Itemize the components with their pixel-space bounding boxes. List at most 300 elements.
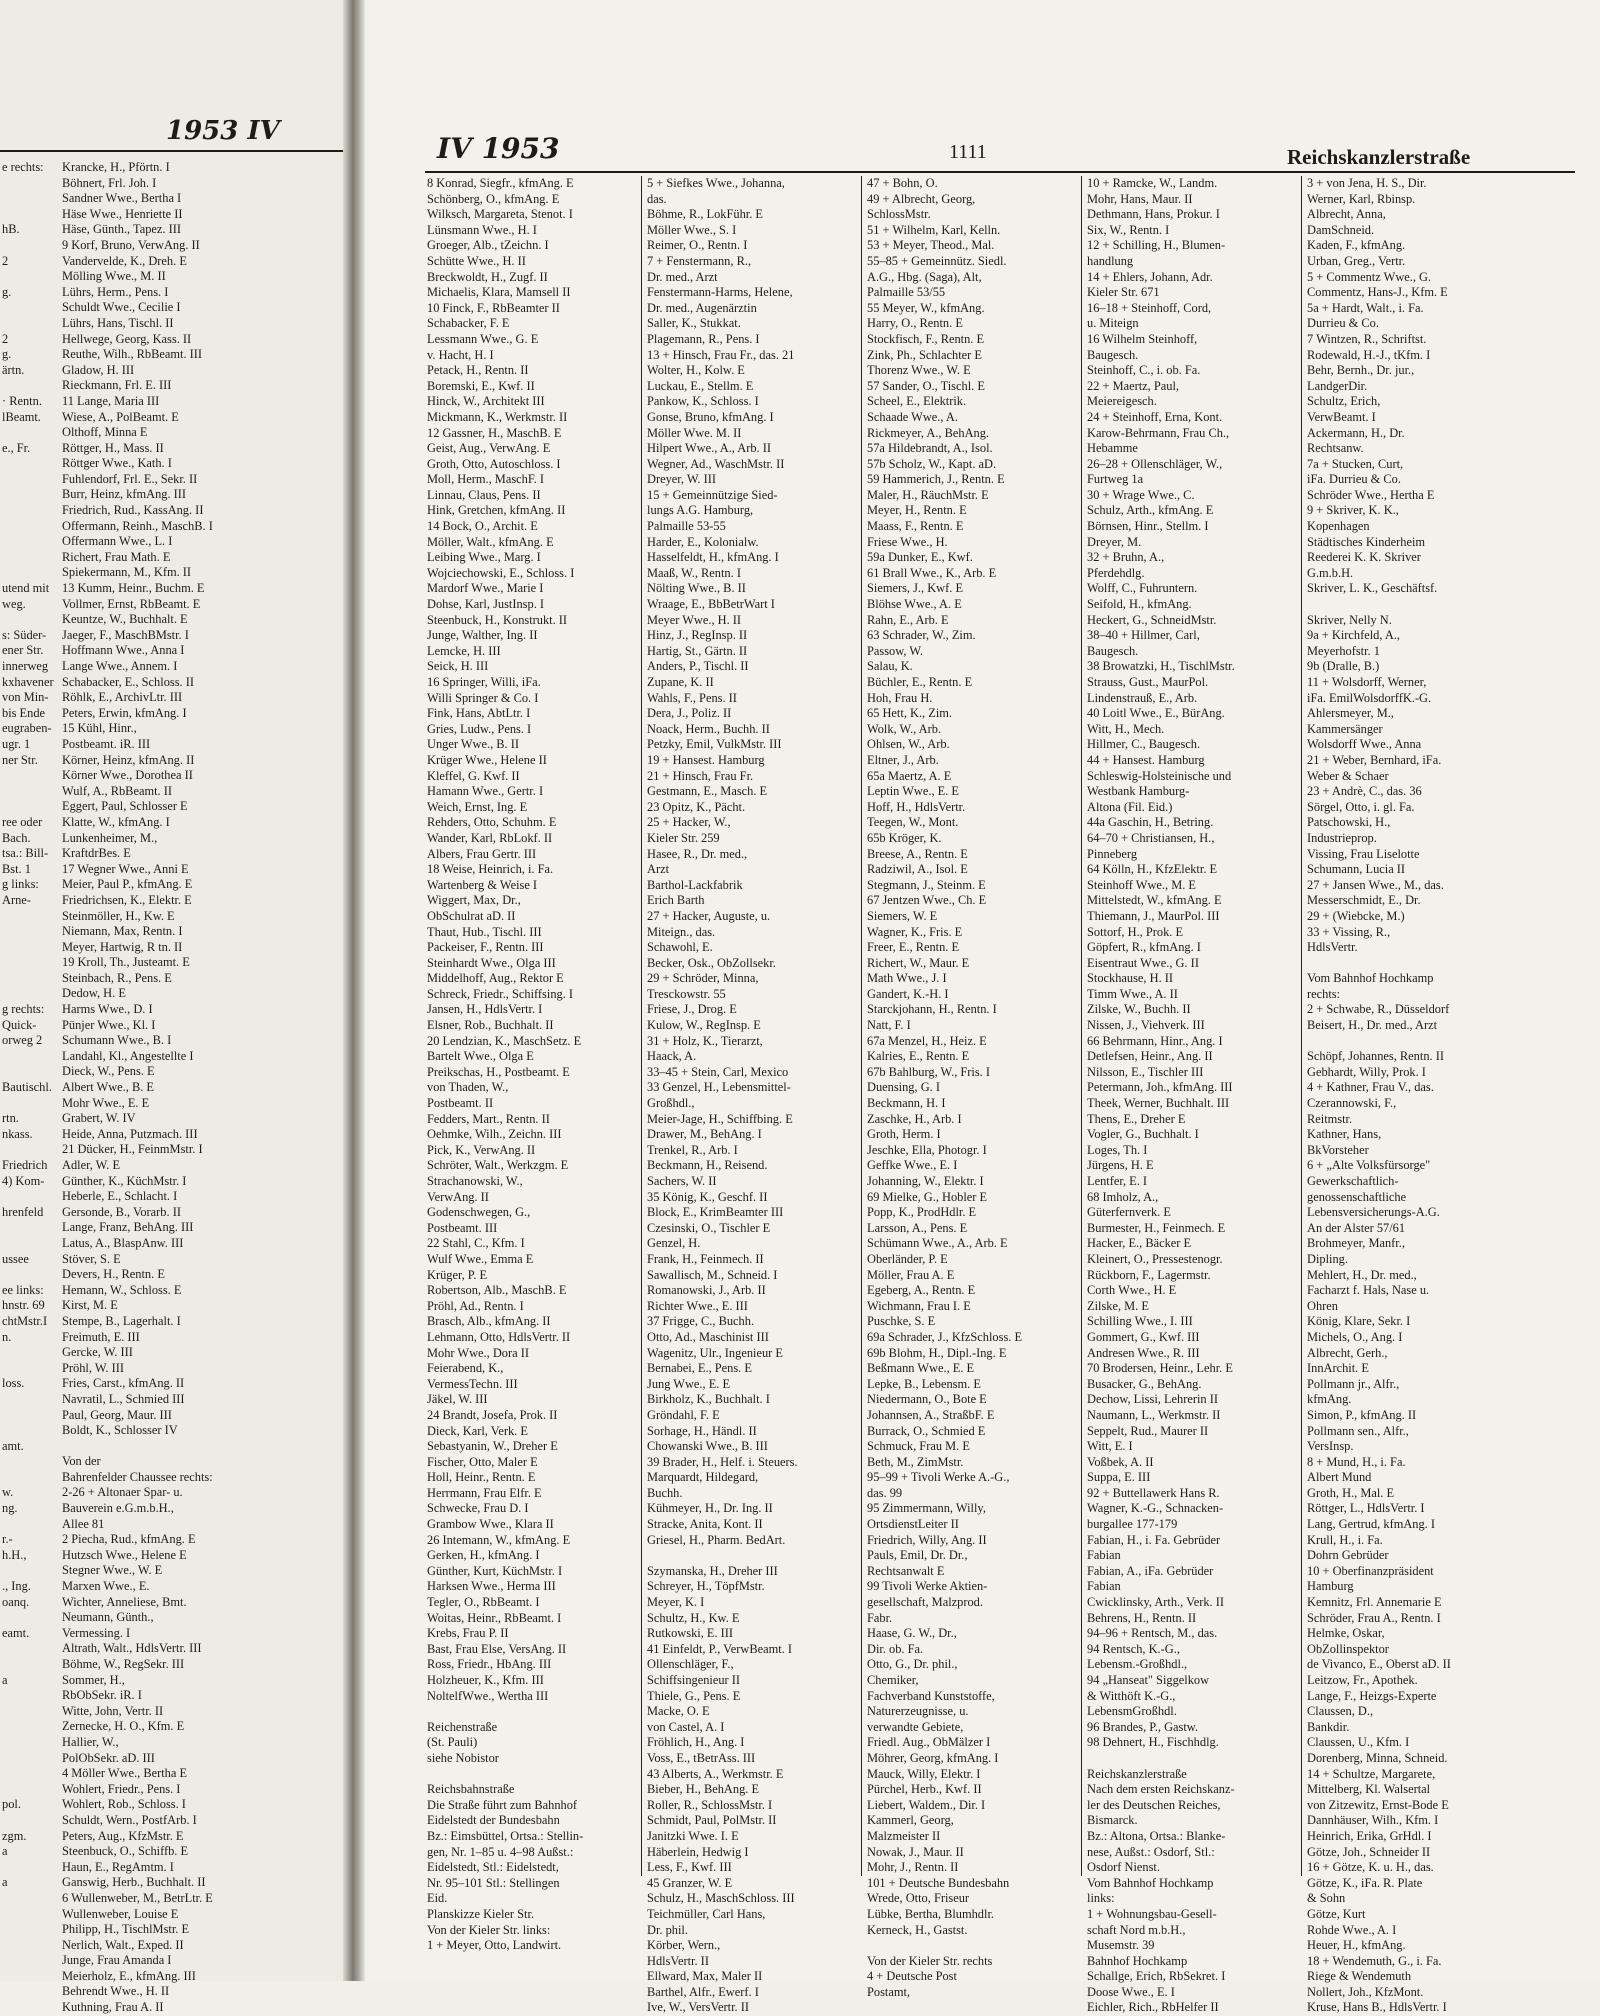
cut-entry-line: zgm. [2,1828,27,1843]
cut-entry-line [2,955,60,971]
directory-entry-line: Wolter, H., Kolw. E [647,363,745,378]
directory-entry-line: Ohren [1307,1298,1338,1313]
directory-entry-line: Wolff, C., Fuhruntern. [1087,581,1198,596]
directory-entry-line: Schabacker, E., Schloss. II [62,674,194,689]
directory-entry-line: Olthoff, Minna E [62,425,148,440]
directory-entry-line: 16–18 + Steinhoff, Cord, [1087,300,1212,315]
cut-entry-line: Bautischl. [2,1080,52,1095]
directory-entry-line: LandgerDir. [1307,378,1368,393]
directory-entry-line: Dipling. [1307,1251,1348,1266]
directory-entry-line: Lessmann Wwe., G. E [427,331,539,346]
directory-entry-line: Schultz, Erich, [1307,394,1381,409]
directory-entry-line: Röttger, L., HdlsVertr. I [1307,1501,1425,1516]
directory-entry-line: Vermessing. I [62,1625,131,1640]
directory-entry-line: Baugesch. [1087,347,1139,362]
directory-entry-line: Starckjohann, H., Rentn. I [867,1002,997,1017]
cut-entry-line: w. [2,1485,14,1500]
directory-entry-line: Hallier, W., [62,1734,119,1749]
directory-entry-line: Spiekermann, M., Kfm. II [62,565,192,580]
directory-entry-line: Behrendt Wwe., H. II [62,1984,170,1999]
directory-entry-line: Körber, Wern., [647,1938,721,1953]
directory-entry-line: Sörgel, Otto, i. gl. Fa. [1307,799,1415,814]
directory-entry-line: Witt, H., Mech. [1087,721,1165,736]
directory-entry-line: Preikschas, H., Postbeamt. E [427,1064,570,1079]
directory-entry-line: Ganswig, Herb., Buchhalt. II [62,1875,206,1890]
directory-entry-line: Stöver, S. E [62,1251,121,1266]
directory-entry-line: Suppa, E. III [1087,1470,1151,1485]
directory-entry-line: Behrens, H., Rentn. II [1087,1610,1197,1625]
directory-entry-line: 14 + Ehlers, Johann, Adr. [1087,269,1213,284]
directory-entry-line: 44a Gaschin, H., Betring. [1087,815,1214,830]
directory-entry-line: Johanning, W., Elektr. I [867,1174,984,1188]
directory-entry-line: An der Alster 57/61 [1307,1220,1406,1235]
directory-entry-line: Niemann, Max, Rentn. I [62,924,183,939]
directory-entry-line: Sandner Wwe., Bertha I [62,191,182,206]
directory-entry-line: 21 + Hinsch, Frau Fr. [647,768,754,783]
directory-entry-line: Barthel, Alfr., Ewerf. I [647,1984,759,1999]
directory-entry-line: Dr. med., Augenärztin [647,300,757,315]
directory-entry-line: 57 Sander, O., Tischl. E [867,378,985,393]
directory-entry-line: Zink, Ph., Schlachter E [867,347,982,362]
directory-entry-line: Rutkowski, E. III [647,1626,734,1641]
directory-entry-line: Albert Wwe., B. E [62,1080,154,1095]
directory-entry-line: Maaß, W., Rentn. I [647,565,741,580]
directory-entry-line: Egeberg, A., Rentn. E [867,1283,976,1298]
directory-entry-line: Schabacker, F. E [427,316,510,331]
directory-entry-line: Romanowski, J., Arb. II [647,1283,766,1298]
directory-entry-line: Radziwil, A., Isol. E [867,862,968,877]
directory-entry-line: Kopenhagen [1307,519,1370,534]
directory-entry-line: das. 99 [867,1485,903,1500]
directory-entry-line: Hink, Gretchen, kfmAng. II [427,503,566,518]
directory-entry-line: Wichter, Anneliese, Bmt. [62,1594,187,1609]
cut-entry-line [2,768,60,784]
directory-entry-line: Boremski, E., Kwf. II [427,378,535,393]
directory-entry-line: Lehmann, Otto, HdlsVertr. II [427,1329,571,1344]
cut-entry-line: kxhavener [2,674,54,689]
directory-entry-line: Mittelstedt, W., kfmAng. E [1087,893,1222,908]
cut-entry-line: orweg 2 [2,1033,43,1048]
directory-entry-line: Fabr. [867,1610,893,1625]
directory-entry-line: VerwBeamt. I [1307,409,1376,424]
directory-entry-line: Maass, F., Rentn. E [867,519,964,534]
directory-entry-line: G.m.b.H. [1307,565,1354,580]
directory-entry-line: Bz.: Eimsbüttel, Ortsa.: Stellin- [427,1828,584,1843]
directory-entry-line: 12 + Schilling, H., Blumen- [1087,238,1226,253]
directory-entry-line: Dethmann, Hans, Prokur. I [1087,207,1220,222]
directory-entry-line: Fabian, A., iFa. Gebrüder [1087,1563,1214,1578]
directory-entry-line: burgallee 177-179 [1087,1517,1178,1532]
directory-entry-line: Zilske, M. E [1087,1298,1149,1313]
cut-entry-line [2,1766,60,1782]
directory-entry-line: Strachanowski, W., [427,1174,523,1188]
directory-entry-line: Gommert, G., Kwf. III [1087,1329,1200,1344]
directory-entry-line: Altrath, Walt., HdlsVertr. III [62,1641,202,1656]
directory-entry-line: Möhrer, Georg, kfmAng. I [867,1750,999,1765]
directory-entry-line: 39 Brader, H., Helf. i. Steuers. [647,1454,798,1469]
directory-entry-line: Leptin Wwe., E. E [867,784,959,799]
directory-entry-line: Pröhl, W. III [62,1360,124,1375]
cut-entry-line: eugraben- [2,721,52,736]
cut-entry-line: amt. [2,1438,24,1453]
directory-entry-line: Eggert, Paul, Schlosser E [62,799,188,814]
directory-entry-line: 41 Einfeldt, P., VerwBeamt. I [647,1641,792,1656]
directory-entry-line: Güterfernverk. E [1087,1205,1171,1220]
directory-entry-line: Mohr, Hans, Maur. II [1087,191,1193,206]
directory-entry-line: Kühmeyer, H., Dr. Ing. II [647,1501,773,1516]
left-header-rule [0,150,343,152]
directory-entry-line: 53 + Meyer, Theod., Mal. [867,238,995,253]
directory-entry-line: Freer, E., Rentn. E [867,940,960,955]
directory-entry-line: Ross, Friedr., HbAng. III [427,1657,552,1672]
directory-entry-line: Von der Kieler Str. links: [427,1922,551,1937]
directory-entry-line: DamSchneid. [1307,222,1375,237]
directory-entry-line: Lührs, Hans, Tischl. II [62,315,174,330]
directory-entry-line: Schöpf, Johannes, Rentn. II [1307,1049,1444,1064]
directory-entry-line [647,1548,857,1564]
directory-entry-line: 70 Brodersen, Heinr., Lehr. E [1087,1361,1233,1376]
directory-entry-line: Linnau, Claus, Pens. II [427,487,541,502]
directory-entry-line: 5 + Commentz Wwe., G. [1307,269,1432,284]
directory-entry-line: Saller, K., Stukkat. [647,316,741,331]
cut-entry-line: · Rentn. [2,393,42,408]
directory-entry-line: Albers, Frau Gertr. III [427,846,537,861]
directory-entry-line: Vom Bahnhof Hochkamp [1307,971,1434,986]
directory-entry-line: Corth Wwe., H. E [1087,1283,1177,1298]
directory-entry-line: 99 Tivoli Werke Aktien- [867,1579,988,1594]
directory-entry-line: Postbeamt. III [427,1220,498,1235]
directory-entry-line: Oehmke, Wilh., Zeichn. III [427,1127,562,1142]
cut-entry-line [2,534,60,550]
directory-entry-line: 67 Jentzen Wwe., Ch. E [867,893,987,908]
directory-entry-line: Günther, K., KüchMstr. I [62,1173,187,1188]
directory-entry-line: Behr, Bernh., Dr. jur., [1307,363,1415,378]
directory-entry-line: 26–28 + Ollenschläger, W., [1087,456,1223,471]
directory-entry-line: Szymanska, H., Dreher III [647,1563,778,1578]
directory-entry-line: Ohlsen, W., Arb. [867,737,950,752]
cut-entry-line: Quick- [2,1017,37,1032]
directory-entry-line: Schmidt, Paul, PolMstr. II [647,1813,777,1828]
directory-entry-line: Götze, Kurt [1307,1906,1366,1921]
directory-entry-line: Siemers, W. E [867,908,938,923]
directory-entry-line: Wander, Karl, RbLokf. II [427,830,553,845]
directory-entry-line: Rodewald, H.-J., tKfm. I [1307,347,1431,362]
directory-entry-line [427,1767,637,1783]
directory-entry-line: 24 Brandt, Josefa, Prok. II [427,1407,558,1422]
directory-entry-line: Börnsen, Hinr., Stellm. I [1087,519,1209,534]
directory-entry-line: Grambow Wwe., Klara II [427,1517,554,1532]
cut-entry-line: n. [2,1329,12,1344]
directory-entry-line: Musemstr. 39 [1087,1938,1155,1953]
directory-entry-line: Hellwege, Georg, Kass. II [62,331,192,346]
directory-entry-line: 57b Scholz, W., Kapt. aD. [867,456,997,471]
directory-entry-line: Rahn, E., Arb. E [867,612,949,627]
directory-entry-line: Zernecke, H. O., Kfm. E [62,1719,185,1734]
directory-entry-line: Wrede, Otto, Friseur [867,1891,970,1906]
directory-entry-line: Ellward, Max, Maler II [647,1969,763,1984]
directory-entry-line: Woitas, Heinr., RbBeamt. I [427,1610,562,1625]
directory-entry-line: Günther, Kurt, KüchMstr. I [427,1563,563,1578]
directory-entry-line: Miteign., das. [647,924,716,939]
directory-entry-line: Jäkel, W. III [427,1392,488,1407]
directory-entry-line: Voss, E., tBetrAss. III [647,1750,756,1765]
directory-entry-line: Häberlein, Hedwig I [647,1844,749,1859]
directory-entry-line: Beisert, H., Dr. med., Arzt [1307,1018,1438,1033]
directory-entry-line: Dechow, Lissi, Lehrerin II [1087,1392,1218,1407]
directory-entry-line: Friedrich, Rud., KassAng. II [62,503,204,518]
cut-entry-line [2,1751,60,1767]
cut-entry-line: ussee [2,1251,29,1266]
directory-entry-line: Kuthning, Frau A. II [62,2000,164,2015]
directory-entry-line: 96 Brandes, P., Gastw. [1087,1719,1199,1734]
directory-entry-line: Macke, O. E [647,1704,710,1719]
directory-entry-line: Burmester, H., Feinmech. E [1087,1220,1226,1235]
directory-entry-line: Noack, Herm., Buchh. II [647,721,770,736]
directory-entry-line: Liebert, Waldem., Dir. I [867,1797,986,1812]
directory-entry-line: Zilske, W., Buchh. II [1087,1002,1191,1017]
directory-entry-line: Duensing, G. I [867,1080,940,1095]
directory-entry-line: Gröndahl, F. E [647,1407,720,1422]
cut-entry-line: hrenfeld [2,1204,44,1219]
directory-entry-line: Rehders, Otto, Schuhm. E [427,815,557,830]
directory-entry-line: 15 Kühl, Hinr., [62,721,137,736]
directory-entry-line: Tegler, O., RbBeamt. I [427,1595,540,1610]
directory-column-3 [867,176,1077,2000]
directory-entry-line: Palmaille 53/55 [867,285,946,300]
directory-entry-line: Erich Barth [647,893,705,908]
directory-entry-line: Haase, G. W., Dr., [867,1626,957,1641]
directory-entry-line: Büchler, E., Rentn. E [867,675,973,689]
directory-entry-line: Natt, F. I [867,1018,911,1033]
directory-entry-line: BkVorsteher [1307,1142,1369,1157]
directory-entry-line: Kammerl, Georg, [867,1813,954,1828]
directory-entry-line: Städtisches Kinderheim [1307,534,1426,549]
directory-entry-line: Bz.: Altona, Ortsa.: Blanke- [1087,1828,1226,1843]
directory-entry-line: Rickmeyer, A., BehAng. [867,425,990,440]
left-page-header [166,116,280,146]
directory-entry-line: Mickmann, K., Werkmstr. II [427,409,568,424]
directory-entry-line: 22 + Maertz, Paul, [1087,378,1179,393]
directory-entry-line: Lange, F., Heizgs-Experte [1307,1688,1437,1703]
directory-entry-line: 21 + Weber, Bernhard, iFa. [1307,752,1442,767]
directory-entry-line: Buchh. [647,1485,683,1500]
directory-entry-line: Dera, J., Poliz. II [647,706,732,721]
directory-entry-line: Mohr Wwe., Dora II [427,1345,529,1360]
directory-entry-line: Hoffmann Wwe., Anna I [62,643,185,658]
directory-entry-line: Godenschwegen, G., [427,1205,531,1220]
directory-entry-line: Thorenz Wwe., W. E [867,363,971,378]
directory-entry-line: 35 König, K., Geschf. II [647,1189,768,1204]
directory-entry-line: Fabian [1087,1579,1121,1594]
column-divider [861,176,862,1876]
directory-entry-line: Fabian [1087,1548,1121,1563]
cut-entry-line [2,1813,60,1829]
directory-entry-line: Kruse, Hans B., HdlsVertr. I [1307,2000,1447,2015]
directory-entry-line: Sottorf, H., Prok. E [1087,924,1184,939]
directory-entry-line: Birkholz, K., Buchhalt. I [647,1392,770,1407]
directory-entry-line: Pferdehdlg. [1087,565,1145,580]
directory-entry-line: Nollert, Joh., KfzMont. [1307,1984,1424,1999]
directory-entry-line: Czesinski, O., Tischler E [647,1220,771,1235]
directory-entry-line: Hillmer, C., Baugesch. [1087,737,1201,752]
cut-entry-line: Friedrich [2,1158,48,1172]
directory-entry-line: Stempe, B., Lagerhalt. I [62,1313,181,1328]
directory-entry-line: Nr. 95–101 Stl.: Stellingen [427,1875,560,1890]
directory-entry-line: Willi Springer & Co. I [427,690,539,705]
directory-entry-line: Von der [62,1454,101,1469]
directory-entry-line: 95 Zimmermann, Willy, [867,1501,986,1516]
directory-entry-line: Gestmann, E., Masch. E [647,784,768,799]
directory-entry-line: Heberle, E., Schlacht. I [62,1189,178,1204]
directory-entry-line: Otto, Ad., Maschinist III [647,1329,769,1344]
cut-entry-line: a [2,1844,8,1859]
directory-entry-line: Postamt, [867,1984,911,1999]
directory-entry-line: Pünjer Wwe., Kl. I [62,1017,156,1032]
directory-entry-line: Vissing, Frau Liselotte [1307,846,1420,861]
directory-entry-line: von Thaden, W., [427,1080,509,1095]
directory-entry-line: Dr. med., Arzt [647,269,718,284]
directory-entry-line: Block, E., KrimBeamter III [647,1205,784,1220]
directory-entry-line: 38 Browatzki, H., TischlMstr. [1087,659,1235,674]
cut-entry-line [2,799,60,815]
cut-entry-line: weg. [2,596,26,611]
cut-entry-line: eamt. [2,1625,30,1640]
cut-entry-line [2,487,60,503]
directory-entry-line: SchlossMstr. [867,207,931,222]
directory-entry-line: Westbank Hamburg- [1087,784,1190,799]
cut-entry-line [2,316,60,332]
cut-entry-line: ärtn. [2,362,25,377]
directory-entry-line: Cwicklinsky, Arth., Verk. II [1087,1595,1224,1610]
directory-entry-line: Skriver, Nelly N. [1307,612,1392,627]
directory-entry-line: Packeiser, F., Rentn. III [427,940,544,955]
directory-entry-line: 1 + Wohnungsbau-Gesell- [1087,1906,1217,1921]
directory-entry-line: Schulz, Arth., kfmAng. E [1087,503,1214,518]
cut-entry-line [2,1704,60,1720]
directory-entry-line: Möller, Walt., kfmAng. E [427,534,554,549]
directory-entry-line: Roller, R., SchlossMstr. I [647,1797,773,1812]
directory-entry-line: Gandert, K.-H. I [867,986,949,1001]
directory-entry-line: 31 + Holz, K., Tierarzt, [647,1033,763,1048]
directory-entry-line: 55–85 + Gemeinnütz. Siedl. [867,253,1007,268]
directory-entry-line: Groth, Otto, Autoschloss. I [427,456,561,471]
directory-entry-line: Albert Mund [1307,1470,1372,1485]
directory-entry-line: Trenkel, R., Arb. I [647,1142,738,1157]
directory-entry-line: Anders, P., Tischl. II [647,659,749,674]
directory-entry-line: Fries, Carst., kfmAng. II [62,1376,185,1391]
directory-entry-line: Doose Wwe., E. I [1087,1984,1175,1999]
directory-entry-line: ObZollinspektor [1307,1641,1389,1656]
column-divider [1301,176,1302,1876]
directory-entry-line: Zupane, K. II [647,675,714,689]
directory-entry-line: Theek, Werner, Buchhalt. III [1087,1096,1230,1111]
directory-entry-line: Wiggert, Max, Dr., [427,893,521,908]
street-header: Reichskanzlerstraße [1287,145,1471,169]
directory-entry-line: Richert, W., Maur. E [867,955,970,970]
directory-entry-line: Pankow, K., Schloss. I [647,394,759,409]
directory-entry-line: Eid. [427,1891,448,1906]
cut-entry-line [2,1860,60,1876]
directory-entry-line: Hasee, R., Dr. med., [647,846,748,861]
directory-entry-line: Schreck, Friedr., Schiffsing. I [427,986,574,1001]
directory-entry-line: Meyer, K. I [647,1595,705,1610]
directory-entry-line: 20 Lendzian, K., MaschSetz. E [427,1033,582,1048]
cut-entry-line: hB. [2,222,20,237]
directory-entry-line: nese, Außst.: Osdorf, Stl.: [1087,1844,1215,1859]
directory-entry-line: HdlsVertr. [1307,940,1358,955]
directory-entry-line: Zaschke, H., Arb. I [867,1111,962,1126]
directory-entry-line: Petermann, Joh., kfmAng. III [1087,1080,1233,1095]
directory-entry-line: Feierabend, K., [427,1361,504,1376]
directory-entry-line: Petzky, Emil, VulkMstr. III [647,737,782,752]
directory-entry-line: 13 Kumm, Heinr., Buchm. E [62,581,205,596]
directory-entry-line: Palmaille 53-55 [647,519,726,534]
directory-entry-line: ObSchulrat aD. II [427,908,516,923]
cut-entry-line: loss. [2,1376,25,1391]
directory-entry-line: 4 + Deutsche Post [867,1969,957,1984]
directory-entry-line: RbObSekr. iR. I [62,1688,142,1703]
directory-entry-line: Lübke, Bertha, Blumhdlr. [867,1906,994,1921]
directory-entry-line: Körner Wwe., Dorothea II [62,768,193,783]
cut-entry-line: ng. [2,1501,18,1516]
directory-entry-line: Burrack, O., Schmied E [867,1423,986,1438]
directory-entry-line: Nerlich, Walt., Exped. II [62,1937,184,1952]
directory-entry-line: Simon, P., kfmAng. II [1307,1407,1417,1422]
directory-entry-line: 94 „Hanseat" Siggelkow [1087,1673,1210,1687]
directory-entry-line: Timm Wwe., A. II [1087,986,1178,1001]
directory-entry-line: Pauls, Emil, Dr. Dr., [867,1548,968,1563]
directory-entry-line: 21 Dücker, H., FeinmMstr. I [62,1142,203,1157]
directory-entry-line: Seppelt, Rud., Maurer II [1087,1423,1209,1438]
directory-entry-line: Werner, Karl, Rbinsp. [1307,191,1416,206]
cut-entry-line: bis Ende [2,705,46,720]
directory-entry-line: Claussen, D., [1307,1704,1374,1719]
directory-entry-line: 33 Genzel, H., Lebensmittel- [647,1080,791,1095]
left-page-roman: IV [247,116,280,146]
directory-entry-line: Weich, Ernst, Ing. E [427,799,528,814]
directory-entry-line: 55 Meyer, W., kfmAng. [867,300,985,315]
directory-entry-line: Witt, E. I [1087,1439,1133,1454]
directory-column-2 [647,176,857,2016]
directory-entry-line: Lünsmann Wwe., H. I [427,222,537,237]
directory-entry-line: Thaut, Hub., Tischl. III [427,924,542,939]
directory-entry-line: Geffke Wwe., E. I [867,1158,958,1173]
directory-entry-line: Paul, Georg, Maur. III [62,1407,172,1422]
cut-entry-line: ., Ing. [2,1579,31,1594]
directory-entry-line: Bahnhof Hochkamp [1087,1953,1188,1968]
directory-entry-line: Meyer Wwe., H. II [647,612,742,627]
directory-entry-line: 61 Brall Wwe., K., Arb. E [867,565,997,580]
directory-entry-line: Herrmann, Frau Elfr. E [427,1485,542,1500]
directory-entry-line: Ive, W., VersVertr. II [647,2000,749,2015]
directory-entry-line: Schönberg, O., kfmAng. E [427,191,560,206]
directory-entry-line: Marxen Wwe., E. [62,1579,150,1594]
directory-entry-line: Schumann Wwe., B. I [62,1033,172,1048]
directory-entry-line: Lang, Gertrud, kfmAng. I [1307,1517,1436,1532]
directory-entry-line: Steenbuck, H., Konstrukt. II [427,612,568,627]
cut-entry-line [2,1563,60,1579]
directory-entry-line: Hilpert Wwe., A., Arb. II [647,441,771,456]
directory-entry-line [1307,597,1512,613]
directory-entry-line: Skriver, L. K., Geschäftsf. [1307,581,1438,596]
directory-entry-line [62,1439,282,1455]
directory-entry-line [1087,1751,1297,1767]
directory-entry-line: 98 Dehnert, H., Fischhdlg. [1087,1735,1219,1750]
directory-entry-line: 57a Hildebrandt, A., Isol. [867,441,993,456]
directory-entry-line: Pürchel, Herb., Kwf. II [867,1782,982,1797]
directory-entry-line: Hasselfeldt, H., kfmAng. I [647,550,779,565]
directory-entry-line: Fedders, Mart., Rentn. II [427,1111,550,1126]
